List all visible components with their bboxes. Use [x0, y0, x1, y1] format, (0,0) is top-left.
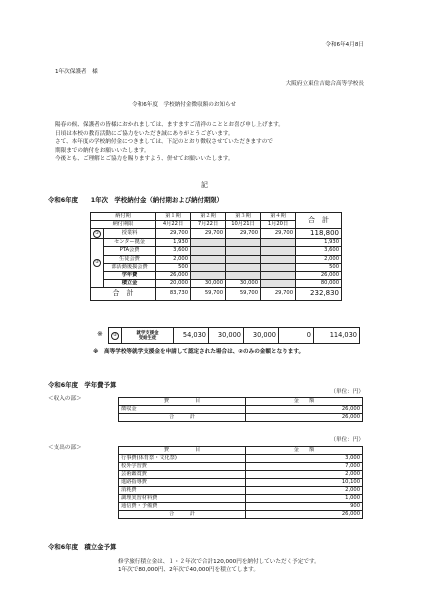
expense-label: ＜支出の部＞ — [48, 445, 82, 451]
deadline-cell: 4月22日 — [156, 221, 191, 229]
recipient: 1年次保護者 様 — [55, 69, 98, 75]
value-cell: 29,700 — [191, 229, 226, 239]
body-text — [55, 122, 375, 165]
value-cell — [226, 239, 261, 247]
body-line: 期限までの納付をお願いいたします。 — [55, 147, 150, 154]
row-number — [91, 239, 104, 287]
header-cell: 第４期 — [261, 213, 296, 221]
total-cell: 26,000 — [296, 271, 342, 279]
header-cell: 費 目 — [119, 398, 246, 406]
item-cell: 通信費・予備費 — [119, 503, 246, 511]
total-cell: 3,600 — [296, 247, 342, 255]
value-cell — [261, 271, 296, 279]
value-cell — [261, 279, 296, 287]
value-cell — [226, 263, 261, 271]
row-label: 学年費 — [104, 271, 156, 279]
value-cell: 30,000 — [191, 279, 226, 287]
unit-label: （単位：円） — [330, 389, 364, 395]
closing-line: 1年次で80,000円、2年次で40,000円を積立てします。 — [118, 567, 259, 574]
value-cell — [261, 263, 296, 271]
table-row — [119, 447, 363, 455]
sum-label: 合 計 — [91, 287, 156, 300]
value-cell — [226, 255, 261, 263]
deadline-cell: 10月21日 — [226, 221, 261, 229]
unit-label: （単位：円） — [330, 437, 364, 443]
header-cell: 金 額 — [246, 447, 363, 455]
table-row — [119, 495, 363, 503]
total-cell: 26,000 — [246, 511, 363, 519]
value-cell — [191, 255, 226, 263]
amount-cell: 3,000 — [246, 455, 363, 463]
header-cell: 納付期 — [91, 213, 156, 221]
document-date: 令和6年4月8日 — [325, 42, 364, 48]
table-row — [119, 463, 363, 471]
value-cell — [191, 239, 226, 247]
value-cell: 30,000 — [244, 328, 279, 344]
exempt-table — [108, 327, 360, 344]
value-cell — [261, 247, 296, 255]
total-label: 合 計 — [119, 511, 246, 519]
total-cell: 500 — [296, 263, 342, 271]
deadline-cell: 7月22日 — [191, 221, 226, 229]
value-cell: 29,700 — [261, 287, 296, 300]
section3-title: 令和6年度 積立金予算 — [48, 543, 117, 551]
value-cell — [226, 247, 261, 255]
body-line: 日頃は本校の教育活動にご協力をいただき誠にありがとうございます。 — [55, 130, 234, 137]
row-label: PTA会費 — [104, 247, 156, 255]
label-line: 就学支援金 — [136, 330, 159, 336]
item-cell: 徴収金 — [119, 406, 246, 414]
label-line: 受給生徒 — [138, 335, 157, 341]
amount-cell: 26,000 — [246, 406, 363, 414]
value-cell: 30,000 — [226, 279, 261, 287]
table-row — [91, 229, 342, 239]
header-cell: 金 額 — [246, 398, 363, 406]
table-row — [91, 255, 342, 263]
table-row — [119, 479, 363, 487]
amount-cell: 10,100 — [246, 479, 363, 487]
value-cell: 29,700 — [226, 229, 261, 239]
table-row — [91, 247, 342, 255]
table-row — [91, 263, 342, 271]
value-cell — [191, 263, 226, 271]
total-cell: 114,030 — [314, 328, 360, 344]
item-cell: 校外学習費 — [119, 463, 246, 471]
amount-cell: 1,000 — [246, 495, 363, 503]
table-row — [119, 487, 363, 495]
value-cell: 29,700 — [156, 229, 191, 239]
item-cell: 芸術鑑賞費 — [119, 471, 246, 479]
table-row — [109, 328, 360, 344]
header-cell: 第２期 — [191, 213, 226, 221]
table-row — [119, 398, 363, 406]
value-cell: 3,600 — [156, 247, 191, 255]
value-cell: 500 — [156, 263, 191, 271]
item-cell: 進路指導費 — [119, 479, 246, 487]
value-cell — [191, 247, 226, 255]
ki-heading: 記 — [201, 181, 208, 189]
income-table — [118, 397, 363, 422]
asterisk-mark: ※ — [97, 330, 103, 338]
total-cell: 2,000 — [296, 255, 342, 263]
sender: 大阪府立東住吉総合高等学校長 — [285, 81, 364, 87]
header-cell: 第３期 — [226, 213, 261, 221]
table-row — [91, 213, 342, 221]
table-row — [91, 271, 342, 279]
value-cell — [261, 239, 296, 247]
value-cell: 26,000 — [156, 271, 191, 279]
payment-table — [90, 212, 342, 301]
total-cell: 26,000 — [246, 414, 363, 422]
table-row — [91, 287, 342, 300]
table-row — [119, 406, 363, 414]
table-row — [119, 471, 363, 479]
row-label: センター拠金 — [104, 239, 156, 247]
amount-cell: 2,000 — [246, 487, 363, 495]
value-cell: 29,700 — [261, 229, 296, 239]
value-cell: 83,730 — [156, 287, 191, 300]
circled-number: ① — [94, 230, 100, 236]
section2-title: 令和6年度 学年費予算 — [48, 381, 117, 389]
header-cell: 納付期限 — [91, 221, 156, 229]
expense-table — [118, 446, 363, 519]
closing-text — [118, 559, 320, 576]
value-cell: 59,700 — [226, 287, 261, 300]
total-cell: 1,930 — [296, 239, 342, 247]
table-row — [119, 511, 363, 519]
amount-cell: 900 — [246, 503, 363, 511]
circled-number: ② — [112, 332, 118, 338]
support-note: ※ 高等学校等就学支援金を申請して認定された場合は、②のみの金額となります。 — [93, 349, 305, 355]
total-cell: 80,000 — [296, 279, 342, 287]
table-row — [91, 239, 342, 247]
value-cell: 54,030 — [174, 328, 209, 344]
header-cell: 合 計 — [296, 213, 342, 229]
table-row — [119, 455, 363, 463]
table-row — [119, 503, 363, 511]
income-label: ＜収入の部＞ — [48, 396, 82, 402]
header-cell: 第１期 — [156, 213, 191, 221]
value-cell: 20,000 — [156, 279, 191, 287]
item-cell: 調理実習材料費 — [119, 495, 246, 503]
table-row — [119, 414, 363, 422]
amount-cell: 7,000 — [246, 463, 363, 471]
section1-title: 令和6年度 1年次 学校納付金（納付期および納付期限） — [48, 196, 224, 204]
row-number — [91, 229, 104, 239]
body-line: さて、本年度の学校納付金につきましては、下記のとおり徴収させていただきますので — [55, 139, 273, 146]
value-cell: 1,930 — [156, 239, 191, 247]
value-cell — [226, 271, 261, 279]
body-line: 今後とも、ご理解とご協力を賜りますよう、併せてお願いいたします。 — [55, 156, 234, 163]
header-cell: 費 目 — [119, 447, 246, 455]
value-cell: 30,000 — [209, 328, 244, 344]
subject-title: 令和6年度 学校納付金徴収額のお知らせ — [132, 102, 237, 108]
value-cell: 59,700 — [191, 287, 226, 300]
row-label: 授業料 — [104, 229, 156, 239]
total-cell: 118,800 — [296, 229, 342, 239]
body-line: 陽春の候、保護者の皆様におかれましては、ますますご清祥のこととお喜び申し上げます。 — [55, 122, 284, 128]
value-cell — [261, 255, 296, 263]
deadline-cell: 1月20日 — [261, 221, 296, 229]
total-label: 合 計 — [119, 414, 246, 422]
row-number — [109, 328, 122, 344]
value-cell — [191, 271, 226, 279]
circled-number: ② — [94, 260, 100, 266]
item-cell: 行事費(体育祭・文化祭) — [119, 455, 246, 463]
row-label: 生徒会費 — [104, 255, 156, 263]
amount-cell: 2,000 — [246, 471, 363, 479]
row-label: 積立金 — [104, 279, 156, 287]
row-label: 部活動後援会費 — [104, 263, 156, 271]
table-row — [91, 279, 342, 287]
value-cell: 2,000 — [156, 255, 191, 263]
row-label — [122, 328, 174, 344]
value-cell: 0 — [279, 328, 314, 344]
closing-line: 修学旅行積立金は、１・２年次で合計120,000円を納付していただく予定です。 — [118, 559, 320, 565]
total-cell: 232,830 — [296, 287, 342, 300]
item-cell: 消耗費 — [119, 487, 246, 495]
